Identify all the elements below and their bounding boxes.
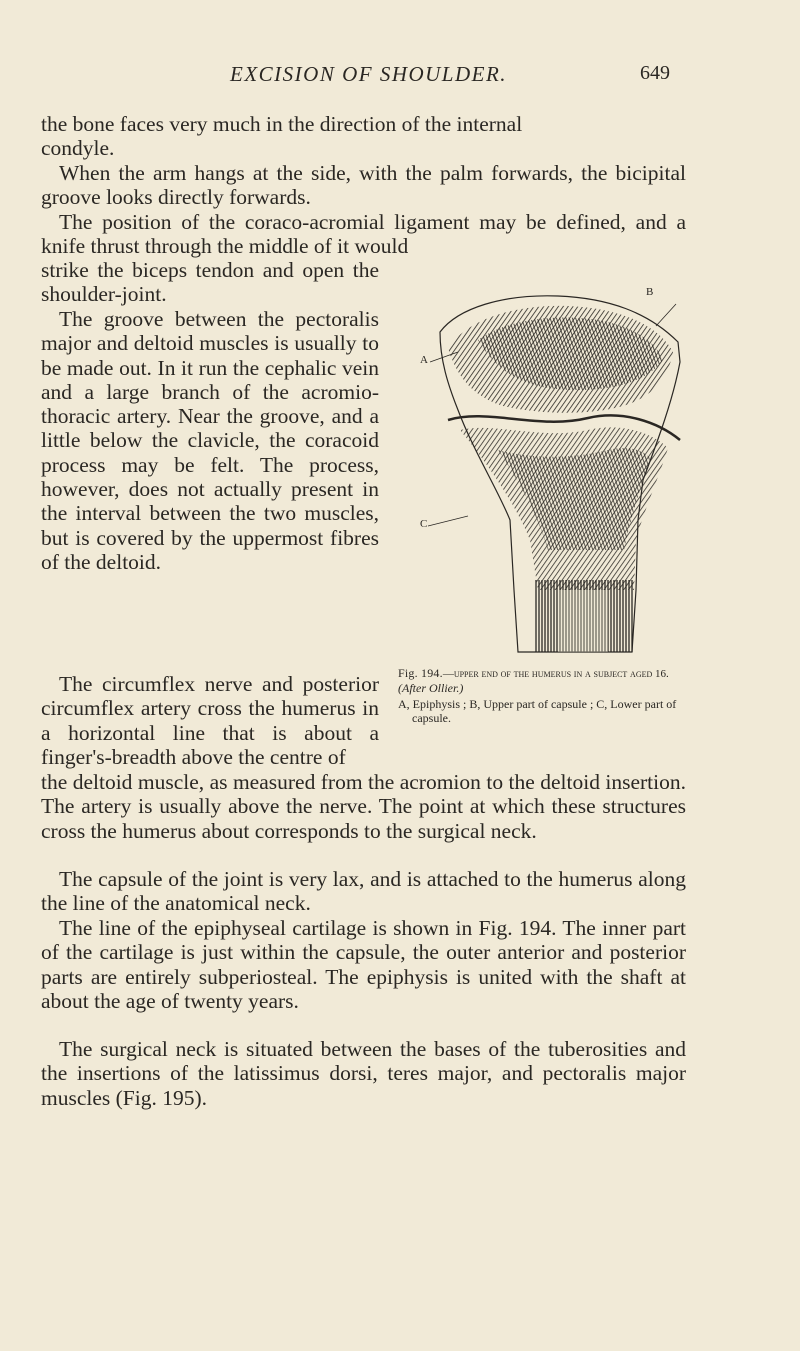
paragraph-arm-position: When the arm hangs at the side, with the palm forwards, the bicipital groove looks directly forwards. [41, 161, 686, 210]
page-number: 649 [640, 62, 670, 84]
caption-legend: A, Epiphysis ; B, Upper part of capsule ; C, Lower part of capsule. [398, 697, 677, 725]
humerus-illustration [418, 290, 688, 660]
caption-title: —upper end of the humerus in a subject aged 16. [442, 668, 669, 680]
paragraph-surgical-neck: The surgical neck is situated between the bases of the tuberosities and the insertions of the latissimus dorsi, teres major, and pectoralis major muscles (Fig. 195). [41, 1037, 686, 1110]
leader-c [428, 516, 468, 526]
p1-line-1: the bone faces very much in the direction of the internal [41, 112, 523, 136]
paragraph-coraco-acromial-wrap: strike the biceps tendon and open the shoulder-joint. [41, 258, 379, 307]
paragraph-capsule: The capsule of the joint is very lax, and is attached to the humerus along the line of the anatomical neck. [41, 867, 686, 916]
medullary-canal [558, 590, 608, 652]
figure-label-a: A [420, 354, 428, 366]
figure-label-b: B [646, 286, 654, 298]
caption-fig-number: Fig. 194. [398, 666, 443, 680]
paragraph-continued [41, 112, 686, 161]
paragraph-groove: The groove between the pectoralis major and deltoid muscles is usually to be made out. In it run the cephalic vein and a large branch of the acromio-thoracic artery. Near the groove, and a little below the clavicle, the coracoid process may be felt. The process, however, does not actually present in the interval between the two muscles, but is covered by the uppermost fibres of the deltoid. [41, 307, 379, 574]
paragraph-epiphyseal: The line of the epiphyseal cartilage is shown in Fig. 194. The inner part of the cartilage is just within the capsule, the outer anterior and posterior parts are entirely subperiosteal. The epiphysis is united with the shaft at about the age of twenty years. [41, 916, 686, 1013]
paragraph-coraco-acromial-full: The position of the coraco-acromial ligament may be defined, and a knife thrust through the middle of it would [41, 210, 686, 259]
paragraph-circumflex-full: the deltoid muscle, as measured from the acromion to the deltoid insertion. The artery is usually above the nerve. The point at which these structures cross the humerus about corresponds to the surgical neck. [41, 770, 686, 843]
p1-line-2: condyle. [41, 136, 115, 161]
running-title: EXCISION OF SHOULDER. [230, 62, 508, 86]
leader-b [656, 304, 676, 326]
figure-label-c: C [420, 518, 428, 530]
running-head [0, 62, 800, 92]
figure-caption [398, 666, 698, 725]
figure-humerus-upper-end [418, 286, 688, 660]
paragraph-circumflex-wrap: The circumflex nerve and posterior circumflex artery cross the humerus in a horizontal line that is about a finger's-breadth above the centre of [41, 672, 379, 769]
caption-credit: (After Ollier.) [398, 681, 464, 695]
